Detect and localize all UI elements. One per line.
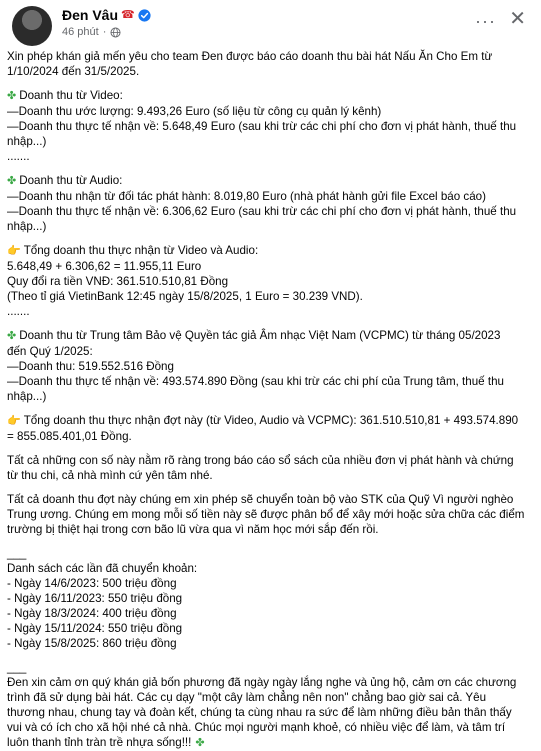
more-options-icon[interactable]: ···	[475, 11, 496, 31]
post-line	[7, 134, 532, 149]
pointing-hand-icon: 👉	[7, 245, 21, 257]
post-line-text: —Doanh thu thực tế nhận về: 493.574.890 Đồng (sau khi trừ các chi phí của Trung tâm, thuế thu	[7, 375, 504, 388]
post-line-text: = 855.085.401,01 Đồng.	[7, 430, 132, 443]
post-line	[7, 119, 532, 134]
author-name[interactable]: Đen Vâu	[62, 7, 119, 23]
post-line	[7, 344, 532, 359]
post-line-text: đến Quý 1/2025:	[7, 345, 93, 358]
avatar[interactable]	[12, 6, 52, 46]
post-paragraph	[7, 492, 532, 537]
post-line	[7, 705, 532, 720]
post-paragraph	[7, 546, 532, 651]
post-line	[7, 149, 532, 164]
post-line	[7, 64, 532, 79]
post-line-text: nhập...)	[7, 220, 47, 233]
post-line-text: trường bị thiệt hại trong cơn bão lũ vừa qua vì năm học mới sắp đến rồi.	[7, 523, 379, 536]
post-line-text: Tổng doanh thu thực nhận đợt này (từ Video, Audio và VCPMC): 361.510.510,81 + 493.574.890	[23, 414, 519, 427]
post-line	[7, 413, 532, 429]
post-line	[7, 606, 532, 621]
post-line-text: —Doanh thu thực tế nhận về: 5.648,49 Euro (sau khi trừ các chi phí cho đơn vị phát hành, thuế thu	[7, 120, 517, 133]
post-line-text: Trung ương. Chúng em mong mỗi số tiền này sẽ được phân bổ để xây mới hoặc sửa chữa các điểm	[7, 508, 525, 521]
post-line-text: —Doanh thu: 519.552.516 Đồng	[7, 360, 174, 373]
clover-icon: ✤	[7, 175, 17, 187]
post-line-text: .......	[7, 150, 30, 163]
post-line	[7, 359, 532, 374]
post-line-text: Doanh thu từ Audio:	[19, 174, 123, 187]
post-line-text: ___	[7, 661, 27, 674]
clover-icon: ✤	[195, 737, 205, 749]
post-line	[7, 189, 532, 204]
post-line	[7, 374, 532, 389]
post-paragraph	[7, 243, 532, 319]
post-paragraph	[7, 328, 532, 404]
paragraph-gap	[7, 444, 532, 453]
post-line	[7, 304, 532, 319]
paragraph-gap	[7, 651, 532, 660]
post-line	[7, 636, 532, 651]
post-paragraph	[7, 88, 532, 164]
post-line	[7, 546, 532, 561]
post-line	[7, 49, 532, 64]
post-line-text: nhập...)	[7, 135, 47, 148]
close-icon[interactable]: ✕	[509, 8, 526, 30]
post-content	[7, 49, 532, 751]
post-line	[7, 468, 532, 483]
paragraph-gap	[7, 79, 532, 88]
post-line-text: Xin phép khán giả mến yêu cho team Đen được báo cáo doanh thu bài hát Nấu Ăn Cho Em từ	[7, 50, 493, 63]
post-meta	[62, 26, 121, 38]
paragraph-gap	[7, 483, 532, 492]
post-line-text: Tổng doanh thu thực nhận từ Video và Audio:	[23, 244, 259, 257]
post-line-text: Danh sách các lần đã chuyển khoản:	[7, 562, 198, 575]
post-line	[7, 675, 532, 690]
post-line-text: Doanh thu từ Video:	[19, 89, 123, 102]
post-line	[7, 660, 532, 675]
post-line-text: —Doanh thu ước lượng: 9.493,26 Euro (số liệu từ công cụ quản lý kênh)	[7, 105, 382, 118]
post-header	[7, 0, 532, 40]
post-line	[7, 429, 532, 444]
post-line	[7, 507, 532, 522]
post-line	[7, 621, 532, 636]
post-line	[7, 576, 532, 591]
paragraph-gap	[7, 404, 532, 413]
post-line	[7, 274, 532, 289]
post-line-text: 5.648,49 + 6.306,62 = 11.955,11 Euro	[7, 260, 202, 273]
post-line	[7, 561, 532, 576]
post-paragraph	[7, 49, 532, 79]
post-line	[7, 289, 532, 304]
post-line	[7, 735, 532, 751]
post-line-text: (Theo tỉ giá VietinBank 12:45 ngày 15/8/2025, 1 Euro = 30.239 VND).	[7, 290, 363, 303]
post-line	[7, 720, 532, 735]
post-line	[7, 219, 532, 234]
paragraph-gap	[7, 164, 532, 173]
post-line	[7, 522, 532, 537]
post-time[interactable]: 46 phút	[62, 26, 99, 38]
post-line-text: Tất cả doanh thu đợt này chúng em xin phép sẽ chuyển toàn bộ vào STK của Quỹ Vì người nghèo	[7, 493, 514, 506]
post-line-text: Đen xin cảm ơn quý khán giả bốn phương đã ngày ngày lắng nghe và ủng hộ, cảm ơn các chương	[7, 676, 517, 689]
paragraph-gap	[7, 319, 532, 328]
post-line-text: thương nhau, chung tay và đoàn kết, chúng ta cùng nhau ra sức để làm những điều bản thân thấy	[7, 706, 512, 719]
post-line-text: —Doanh thu thực tế nhận về: 6.306,62 Euro (sau khi trừ các chi phí cho đơn vị phát hành, thuế thu	[7, 205, 517, 218]
post-line	[7, 204, 532, 219]
verified-badge-icon	[138, 9, 151, 22]
post-line	[7, 259, 532, 274]
post-paragraph	[7, 453, 532, 483]
post-line-text: - Ngày 16/11/2023: 550 triệu đồng	[7, 592, 183, 605]
post-paragraph	[7, 173, 532, 234]
post-line	[7, 88, 532, 104]
post-line	[7, 591, 532, 606]
post-line-text: trình đã sử dụng bài hát. Các cụ dạy "một cây làm chẳng nên non" chẳng bao giờ sai cả. Yêu	[7, 691, 487, 704]
post-line-text: - Ngày 18/3/2024: 400 triệu đồng	[7, 607, 177, 620]
post-line-text: —Doanh thu nhận từ đối tác phát hành: 8.019,80 Euro (nhà phát hành gửi file Excel báo cáo)	[7, 190, 486, 203]
post-paragraph	[7, 413, 532, 444]
post-line-text: từ thu chi, cả nhà mình cứ yên tâm nhé.	[7, 469, 213, 482]
post-paragraph	[7, 660, 532, 751]
post-line	[7, 104, 532, 119]
post-line-text: - Ngày 15/11/2024: 550 triệu đồng	[7, 622, 183, 635]
phone-icon: ☎	[121, 8, 135, 21]
post-line	[7, 243, 532, 259]
author-row	[62, 7, 151, 23]
post-line-text: Doanh thu từ Trung tâm Bảo vệ Quyền tác giả Âm nhạc Việt Nam (VCPMC) từ tháng 05/2023	[19, 329, 501, 342]
post-line-text: - Ngày 14/6/2023: 500 triệu đồng	[7, 577, 177, 590]
post-line-text: ___	[7, 547, 27, 560]
post-line-text: Tất cả những con số này nằm rõ ràng trong báo cáo sổ sách của nhiều đơn vị phát hành và chứng	[7, 454, 514, 467]
globe-icon	[110, 27, 121, 38]
meta-separator: ·	[102, 26, 107, 38]
paragraph-gap	[7, 234, 532, 243]
post-line-text: .......	[7, 305, 30, 318]
post-line	[7, 173, 532, 189]
clover-icon: ✤	[7, 330, 17, 342]
post-line-text: vui và có ích cho xã hội nhé cả nhà. Chúc mọi người mạnh khoẻ, có nhiều việc để làm, và tâm trí	[7, 721, 506, 734]
post-line	[7, 389, 532, 404]
post-line-text: Quy đổi ra tiền VNĐ: 361.510.510,81 Đồng	[7, 275, 229, 288]
post-line-text: nhập...)	[7, 390, 47, 403]
post-line-text: luôn thanh tỉnh tràn trề nhựa sống!!!	[7, 736, 192, 749]
pointing-hand-icon: 👉	[7, 415, 21, 427]
post-line	[7, 328, 532, 344]
clover-icon: ✤	[7, 90, 17, 102]
post-line	[7, 453, 532, 468]
post-line-text: - Ngày 15/8/2025: 860 triệu đồng	[7, 637, 177, 650]
post-line	[7, 690, 532, 705]
paragraph-gap	[7, 537, 532, 546]
post-line	[7, 492, 532, 507]
post-line-text: 1/10/2024 đến 31/5/2025.	[7, 65, 140, 78]
